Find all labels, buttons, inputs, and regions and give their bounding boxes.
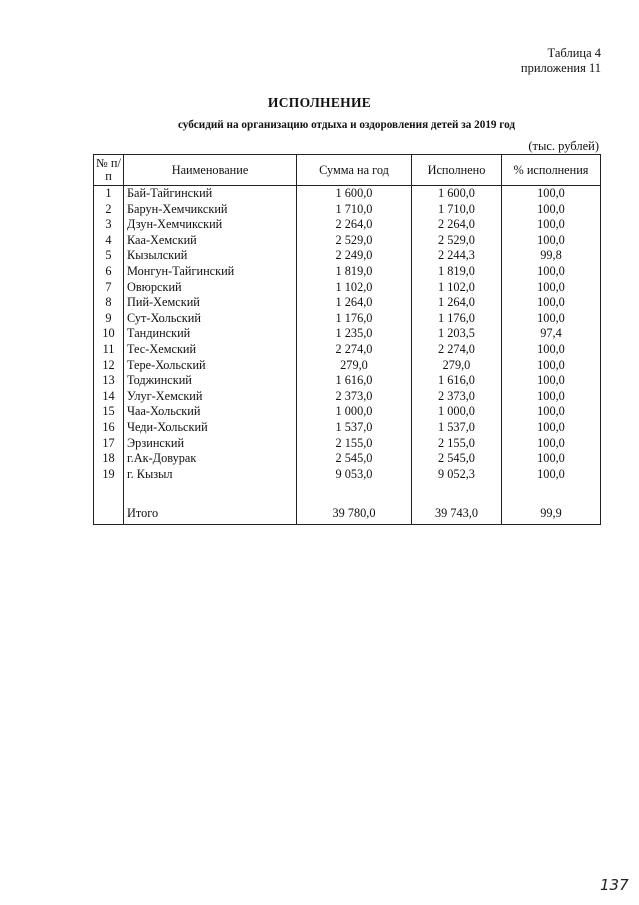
table-row (94, 373, 601, 389)
annual-amount: 9 053,0 (297, 467, 412, 483)
table-row (94, 248, 601, 264)
executed-amount: 1 203,5 (412, 326, 502, 342)
total-plan: 39 780,0 (297, 502, 412, 525)
unit-note: (тыс. рублей) (528, 139, 599, 153)
annual-amount: 1 235,0 (297, 326, 412, 342)
page-number: 137 (600, 876, 629, 894)
row-number: 2 (94, 202, 124, 218)
document-title: ИСПОЛНЕНИЕ (267, 95, 372, 110)
execution-percent: 100,0 (502, 186, 601, 202)
execution-percent: 100,0 (502, 389, 601, 405)
spacer-row (94, 482, 601, 502)
table-row (94, 217, 601, 233)
district-name: Эрзинский (124, 436, 297, 452)
district-name: Барун-Хемчикский (124, 202, 297, 218)
col-header-num: № п/п (94, 155, 124, 186)
annual-amount: 1 176,0 (297, 311, 412, 327)
district-name: Каа-Хемский (124, 233, 297, 249)
table-row (94, 451, 601, 467)
total-pct: 99,9 (502, 502, 601, 525)
execution-percent: 100,0 (502, 358, 601, 374)
row-number: 6 (94, 264, 124, 280)
table-row (94, 280, 601, 296)
table-row (94, 295, 601, 311)
row-number: 1 (94, 186, 124, 202)
district-name: Дзун-Хемчикский (124, 217, 297, 233)
district-name: г.Ак-Довурак (124, 451, 297, 467)
total-row (94, 502, 601, 525)
annual-amount: 2 529,0 (297, 233, 412, 249)
table-body (94, 186, 601, 483)
row-number: 10 (94, 326, 124, 342)
col-header-pct: % исполнения (502, 155, 601, 186)
district-name: Тере-Хольский (124, 358, 297, 374)
annual-amount: 2 545,0 (297, 451, 412, 467)
district-name: Сут-Хольский (124, 311, 297, 327)
annual-amount: 279,0 (297, 358, 412, 374)
annual-amount: 1 000,0 (297, 404, 412, 420)
execution-percent: 100,0 (502, 420, 601, 436)
annual-amount: 1 616,0 (297, 373, 412, 389)
table-row (94, 186, 601, 202)
row-number: 18 (94, 451, 124, 467)
col-header-plan: Сумма на год (297, 155, 412, 186)
row-number: 16 (94, 420, 124, 436)
district-name: г. Кызыл (124, 467, 297, 483)
executed-amount: 1 600,0 (412, 186, 502, 202)
execution-percent: 97,4 (502, 326, 601, 342)
executed-amount: 1 537,0 (412, 420, 502, 436)
appendix-reference: приложения 11 (520, 61, 601, 75)
execution-percent: 100,0 (502, 467, 601, 483)
execution-percent: 100,0 (502, 311, 601, 327)
row-number: 3 (94, 217, 124, 233)
col-header-done: Исполнено (412, 155, 502, 186)
table-row (94, 264, 601, 280)
annual-amount: 2 264,0 (297, 217, 412, 233)
document-subtitle: субсидий на организацию отдыха и оздоровления детей за 2019 год (177, 119, 516, 131)
row-number: 14 (94, 389, 124, 405)
table-header-row (94, 155, 601, 186)
table-row (94, 342, 601, 358)
annual-amount: 1 710,0 (297, 202, 412, 218)
annual-amount: 2 155,0 (297, 436, 412, 452)
annual-amount: 1 102,0 (297, 280, 412, 296)
district-name: Бай-Тайгинский (124, 186, 297, 202)
district-name: Пий-Хемский (124, 295, 297, 311)
execution-percent: 100,0 (502, 202, 601, 218)
total-label: Итого (124, 502, 297, 525)
annual-amount: 2 373,0 (297, 389, 412, 405)
annual-amount: 1 264,0 (297, 295, 412, 311)
table-row (94, 233, 601, 249)
row-number: 17 (94, 436, 124, 452)
table-row (94, 420, 601, 436)
row-number: 8 (94, 295, 124, 311)
execution-percent: 100,0 (502, 295, 601, 311)
execution-percent: 100,0 (502, 373, 601, 389)
execution-percent: 100,0 (502, 280, 601, 296)
subsidy-table (93, 154, 601, 525)
executed-amount: 1 616,0 (412, 373, 502, 389)
table-reference: Таблица 4 (547, 46, 601, 60)
annual-amount: 2 249,0 (297, 248, 412, 264)
row-number: 9 (94, 311, 124, 327)
district-name: Улуг-Хемский (124, 389, 297, 405)
district-name: Тоджинский (124, 373, 297, 389)
table-row (94, 404, 601, 420)
executed-amount: 1 819,0 (412, 264, 502, 280)
execution-percent: 99,8 (502, 248, 601, 264)
district-name: Монгун-Тайгинский (124, 264, 297, 280)
table-row (94, 311, 601, 327)
execution-percent: 100,0 (502, 233, 601, 249)
table-row (94, 358, 601, 374)
execution-percent: 100,0 (502, 342, 601, 358)
executed-amount: 1 000,0 (412, 404, 502, 420)
executed-amount: 279,0 (412, 358, 502, 374)
executed-amount: 2 264,0 (412, 217, 502, 233)
row-number: 15 (94, 404, 124, 420)
annual-amount: 1 600,0 (297, 186, 412, 202)
row-number: 13 (94, 373, 124, 389)
executed-amount: 2 529,0 (412, 233, 502, 249)
row-number: 12 (94, 358, 124, 374)
execution-percent: 100,0 (502, 217, 601, 233)
table-row (94, 467, 601, 483)
executed-amount: 9 052,3 (412, 467, 502, 483)
table-row (94, 389, 601, 405)
row-number: 4 (94, 233, 124, 249)
row-number: 19 (94, 467, 124, 483)
district-name: Тандинский (124, 326, 297, 342)
executed-amount: 1 710,0 (412, 202, 502, 218)
executed-amount: 1 264,0 (412, 295, 502, 311)
table-row (94, 202, 601, 218)
table-row (94, 326, 601, 342)
executed-amount: 2 545,0 (412, 451, 502, 467)
district-name: Овюрский (124, 280, 297, 296)
executed-amount: 1 176,0 (412, 311, 502, 327)
execution-percent: 100,0 (502, 264, 601, 280)
executed-amount: 2 274,0 (412, 342, 502, 358)
execution-percent: 100,0 (502, 451, 601, 467)
district-name: Чаа-Хольский (124, 404, 297, 420)
district-name: Тес-Хемский (124, 342, 297, 358)
executed-amount: 2 244,3 (412, 248, 502, 264)
executed-amount: 2 155,0 (412, 436, 502, 452)
district-name: Чеди-Хольский (124, 420, 297, 436)
row-number: 7 (94, 280, 124, 296)
col-header-name: Наименование (124, 155, 297, 186)
execution-percent: 100,0 (502, 436, 601, 452)
row-number: 5 (94, 248, 124, 264)
row-number: 11 (94, 342, 124, 358)
executed-amount: 1 102,0 (412, 280, 502, 296)
execution-percent: 100,0 (502, 404, 601, 420)
table-row (94, 436, 601, 452)
annual-amount: 1 537,0 (297, 420, 412, 436)
executed-amount: 2 373,0 (412, 389, 502, 405)
annual-amount: 1 819,0 (297, 264, 412, 280)
annual-amount: 2 274,0 (297, 342, 412, 358)
total-done: 39 743,0 (412, 502, 502, 525)
district-name: Кызылский (124, 248, 297, 264)
